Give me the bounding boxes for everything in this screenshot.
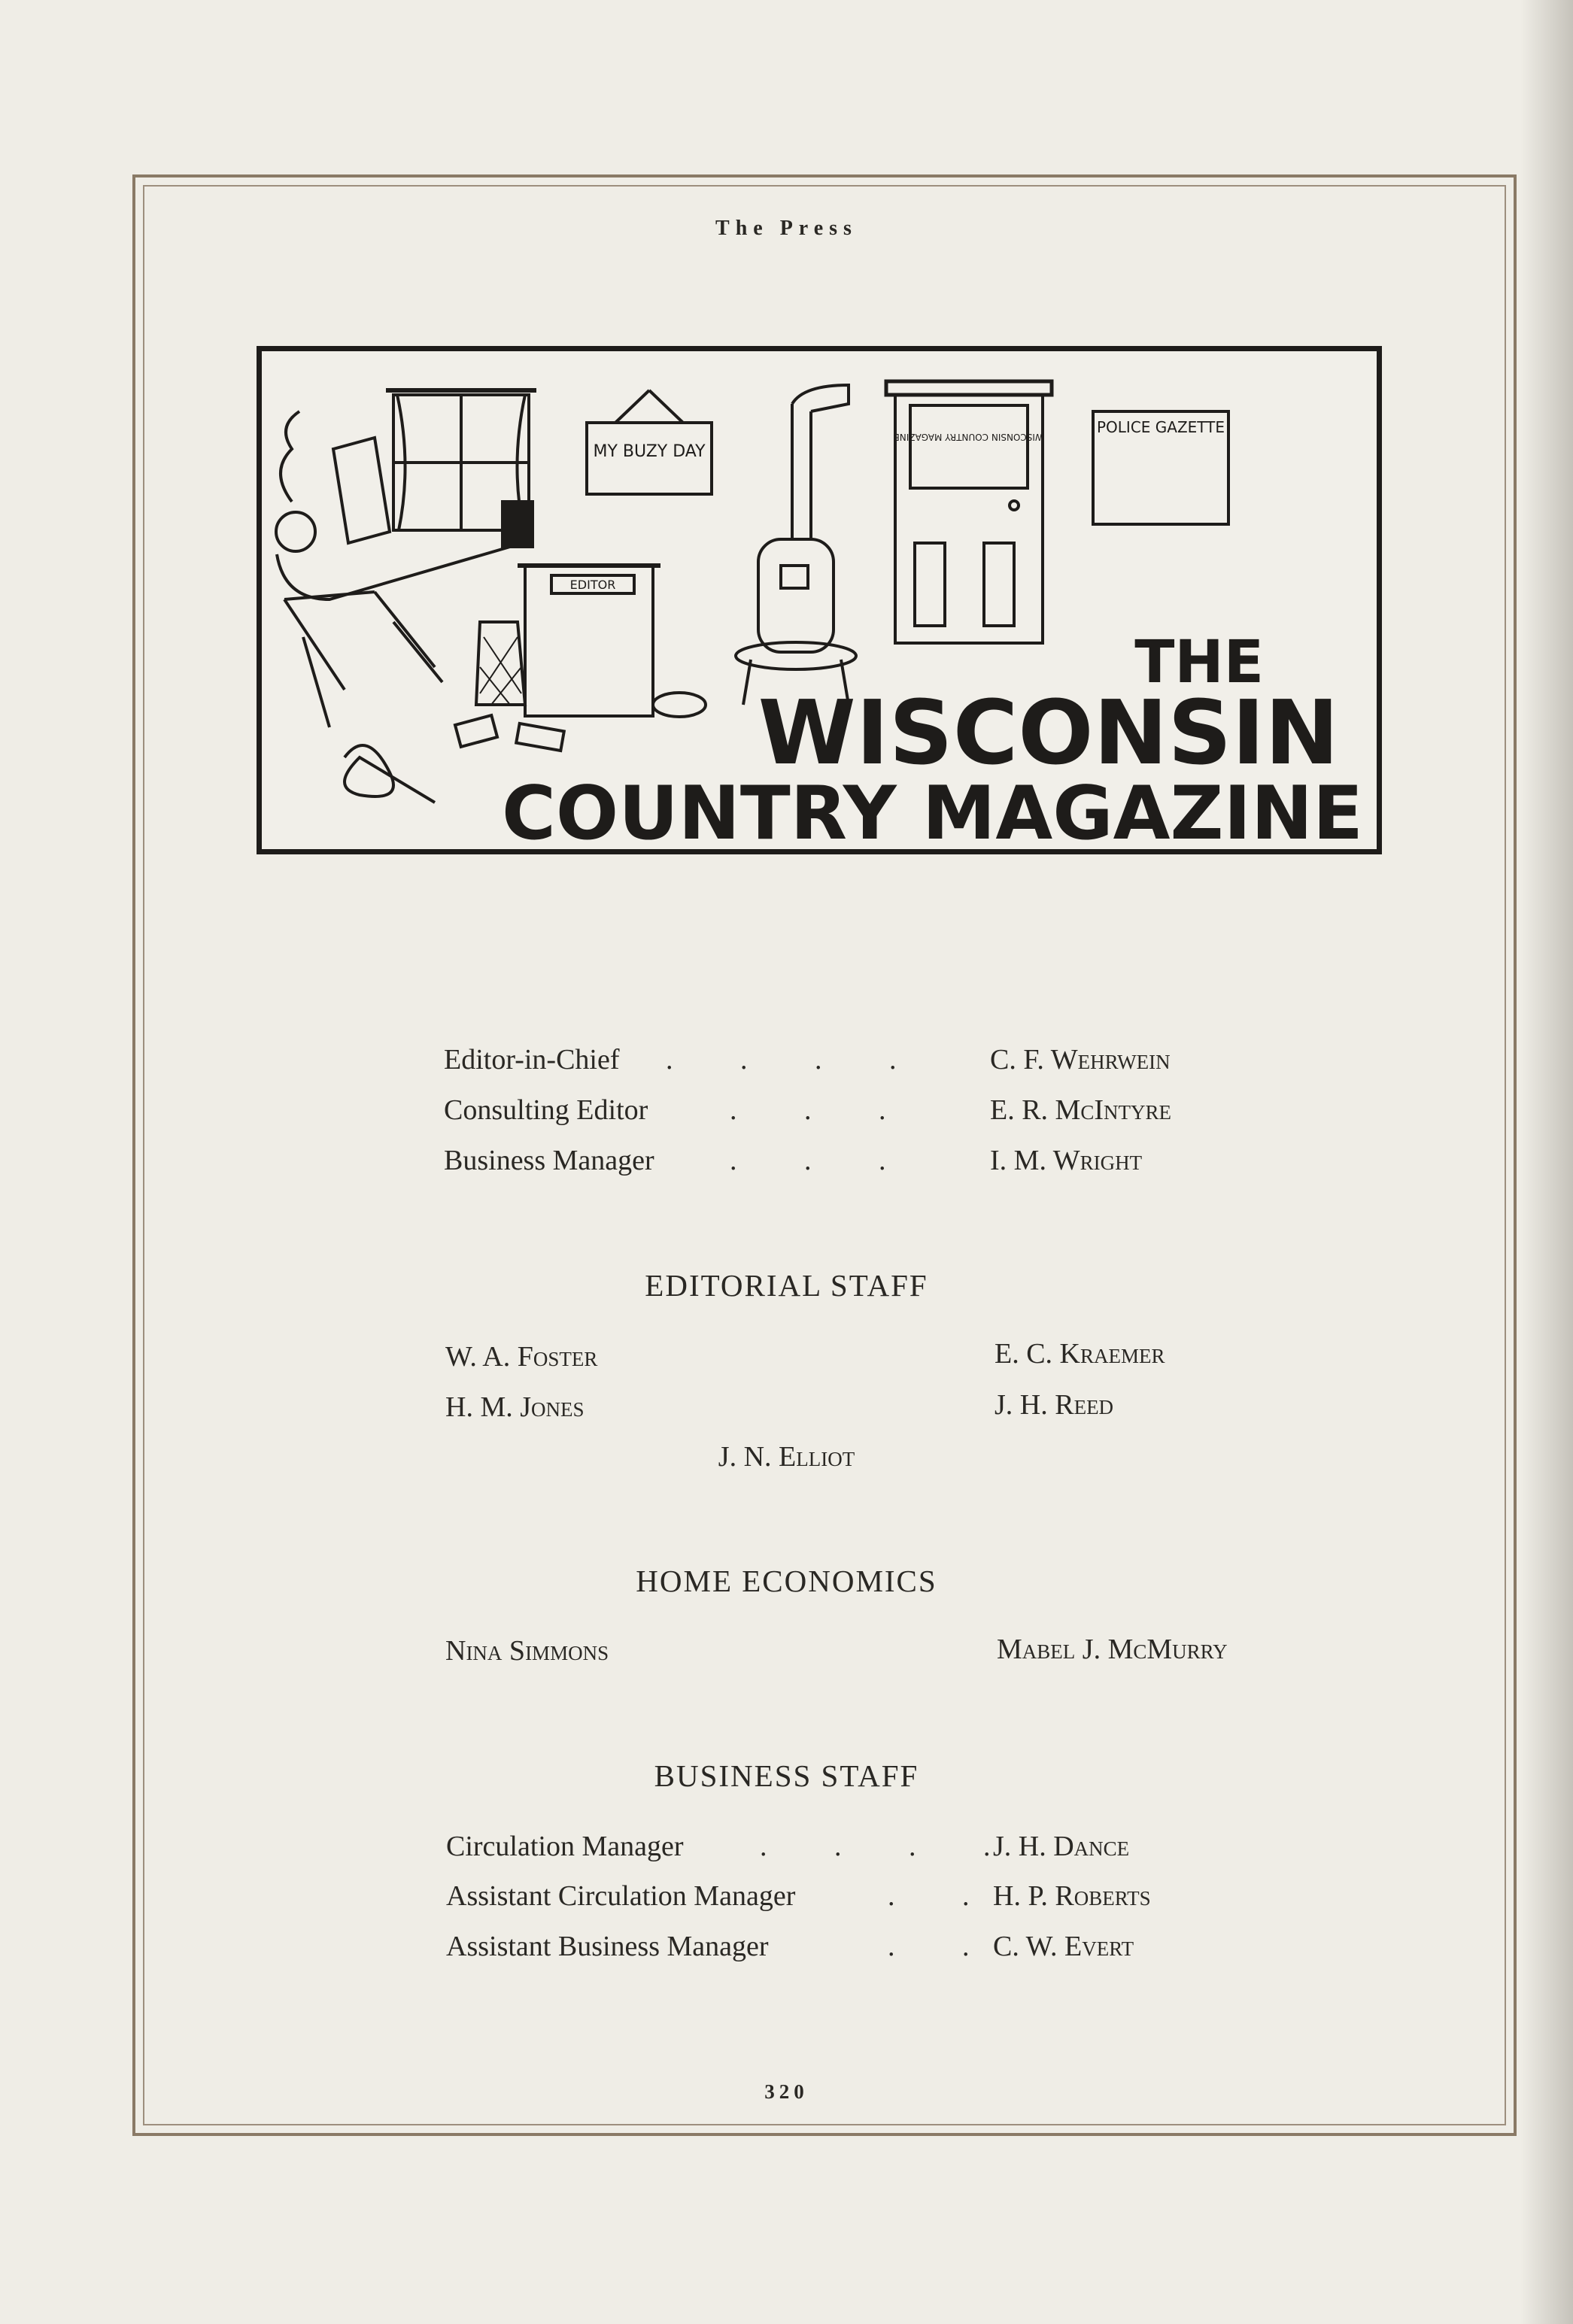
officer-role: Consulting Editor xyxy=(444,1094,648,1126)
editorial-staff-member: E. C. Kraemer xyxy=(995,1338,1165,1370)
page-edge-shadow xyxy=(1520,0,1573,2324)
leader-dots: . . . xyxy=(730,1094,916,1126)
editorial-staff-member: W. A. Foster xyxy=(445,1341,598,1373)
sign-editor: EDITOR xyxy=(569,578,616,592)
masthead-title-the: THE xyxy=(1134,629,1264,696)
officer-name: E. R. McIntyre xyxy=(990,1094,1171,1126)
door-sign: WISCONSIN COUNTRY MAGAZINE xyxy=(894,432,1044,442)
business-role: Circulation Manager xyxy=(446,1831,684,1862)
masthead-title-wisconsin: WISCONSIN xyxy=(758,681,1339,784)
officer-role: Business Manager xyxy=(444,1145,654,1176)
business-role: Assistant Circulation Manager xyxy=(446,1880,796,1912)
business-name: C. W. Evert xyxy=(993,1931,1134,1962)
home-economics-member: Mabel J. McMurry xyxy=(997,1634,1228,1665)
business-staff-heading: BUSINESS STAFF xyxy=(654,1758,919,1793)
home-economics-heading: HOME ECONOMICS xyxy=(636,1564,937,1598)
leader-dots: . . . . xyxy=(666,1044,927,1076)
editorial-staff-member: J. N. Elliot xyxy=(718,1441,855,1473)
editorial-staff-member: H. M. Jones xyxy=(445,1391,585,1423)
officer-role: Editor-in-Chief xyxy=(444,1044,620,1076)
page-number: 320 xyxy=(764,2080,809,2103)
business-name: J. H. Dance xyxy=(993,1831,1130,1862)
leader-dots: . . xyxy=(888,1931,1000,1962)
running-head: The Press xyxy=(715,217,858,240)
editorial-staff-member: J. H. Reed xyxy=(995,1389,1114,1421)
masthead-title-country-magazine: COUNTRY MAGAZINE xyxy=(502,771,1363,854)
sign-police-gazette: POLICE GAZETTE xyxy=(1096,418,1225,436)
leader-dots: . . . . xyxy=(760,1831,1021,1862)
business-role: Assistant Business Manager xyxy=(446,1931,769,1962)
business-name: H. P. Roberts xyxy=(993,1880,1151,1912)
sign-buzy-day: MY BUZY DAY xyxy=(593,442,706,461)
masthead-illustration xyxy=(257,346,1382,854)
editorial-staff-heading: EDITORIAL STAFF xyxy=(645,1268,928,1303)
officer-name: I. M. Wright xyxy=(990,1145,1143,1176)
officer-name: C. F. Wehrwein xyxy=(990,1044,1171,1076)
leader-dots: . . . xyxy=(730,1145,916,1176)
leader-dots: . . xyxy=(888,1880,1000,1912)
home-economics-member: Nina Simmons xyxy=(445,1635,609,1667)
